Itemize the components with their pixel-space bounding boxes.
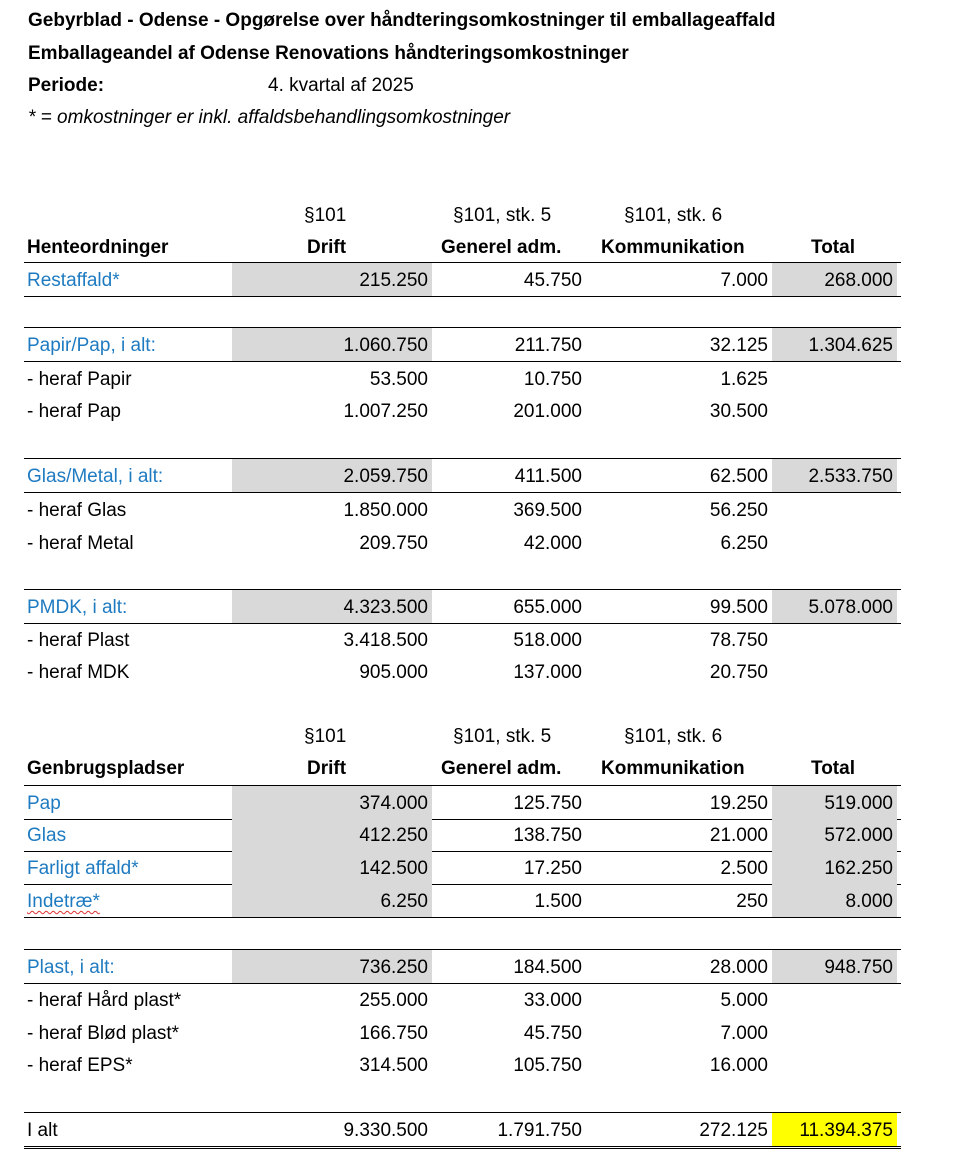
drift-value: 2.059.750 [232, 459, 432, 492]
period-value: 4. kvartal af 2025 [268, 75, 414, 96]
table-row [24, 623, 901, 656]
row-label: Glas [27, 825, 67, 846]
drift-value: 1.007.250 [343, 401, 428, 422]
period-label: Periode: [28, 75, 105, 96]
row-label: - heraf MDK [27, 662, 130, 683]
adm-value: 17.250 [523, 858, 582, 879]
table-row [24, 655, 901, 688]
section1-header-row [24, 230, 901, 263]
drift-value: 255.000 [359, 990, 428, 1011]
adm-value: 369.500 [513, 500, 582, 521]
adm-value: 518.000 [513, 630, 582, 651]
drift-value: 209.750 [359, 533, 428, 554]
total-value: 8.000 [772, 884, 897, 917]
adm-value: 211.750 [514, 335, 582, 356]
table-row [24, 394, 901, 427]
kom-value: 32.125 [709, 335, 768, 356]
adm-header: Generel adm. [441, 237, 562, 258]
row-label: - heraf Pap [27, 401, 121, 422]
total-header: Total [811, 237, 855, 258]
drift-value: 314.500 [359, 1055, 428, 1076]
section2-para-row [24, 719, 901, 752]
row-label: PMDK, i alt: [27, 597, 128, 618]
drift-para-header: §101 [304, 726, 347, 747]
table-row [24, 818, 901, 852]
kom-value: 28.000 [709, 957, 768, 978]
row-label: - heraf Blød plast* [27, 1023, 180, 1044]
grand-total-row [24, 1112, 901, 1149]
row-label: Indetræ* [27, 891, 100, 912]
adm-value: 411.500 [514, 466, 582, 487]
total-header: Total [811, 758, 855, 779]
row-label: - heraf Plast [27, 630, 130, 651]
table-row [24, 884, 901, 918]
adm-value: 201.000 [513, 401, 582, 422]
table-row [24, 589, 901, 624]
page-title: Gebyrblad - Odense - Opgørelse over håndteringsomkostninger til emballageaffald [28, 10, 776, 31]
drift-value: 1.060.750 [232, 328, 432, 361]
kom-value: 2.500 [720, 858, 768, 879]
kom-value: 30.500 [709, 401, 768, 422]
kom-value: 21.000 [709, 825, 768, 846]
adm-value: 125.750 [513, 793, 582, 814]
kom-header: Kommunikation [601, 758, 745, 779]
row-label: - heraf Metal [27, 533, 134, 554]
kom-value: 16.000 [709, 1055, 768, 1076]
kom-value: 99.500 [709, 597, 768, 618]
section2-label: Genbrugspladser [27, 758, 185, 779]
table-row [24, 785, 901, 820]
total-value: 5.078.000 [772, 590, 897, 623]
table-row [24, 327, 901, 362]
kom-value: 1.625 [720, 369, 768, 390]
table-row [24, 983, 901, 1016]
section1-label: Henteordninger [27, 237, 169, 258]
row-label: Restaffald* [27, 270, 120, 291]
row-label: - heraf EPS* [27, 1055, 133, 1076]
drift-value: 142.500 [232, 851, 432, 884]
total-value: 519.000 [772, 786, 897, 819]
table-row [24, 526, 901, 559]
kom-value: 56.250 [709, 500, 768, 521]
table-row [24, 458, 901, 493]
kom-value: 5.000 [720, 990, 768, 1011]
drift-value: 53.500 [369, 369, 428, 390]
kom-value: 62.500 [709, 466, 768, 487]
row-label: Plast, i alt: [27, 957, 115, 978]
drift-value: 374.000 [232, 786, 432, 819]
row-label: Glas/Metal, i alt: [27, 466, 164, 487]
adm-value: 138.750 [513, 825, 582, 846]
adm-value: 10.750 [523, 369, 582, 390]
drift-value: 4.323.500 [232, 590, 432, 623]
row-label: - heraf Glas [27, 500, 127, 521]
adm-value: 137.000 [513, 662, 582, 683]
adm-value: 42.000 [523, 533, 582, 554]
drift-para-header: §101 [304, 205, 347, 226]
table-row [24, 262, 901, 297]
total-value: 572.000 [772, 818, 897, 851]
kom-value: 7.000 [720, 270, 768, 291]
kom-value: 6.250 [720, 533, 768, 554]
period-row [28, 75, 628, 97]
adm-value: 184.500 [513, 957, 582, 978]
drift-value: 1.850.000 [343, 500, 428, 521]
drift-value: 166.750 [359, 1023, 428, 1044]
table-row [24, 1016, 901, 1049]
row-label: - heraf Hård plast* [27, 990, 182, 1011]
kom-value: 250 [736, 891, 768, 912]
row-label: Pap [27, 793, 61, 814]
row-label: - heraf Papir [27, 369, 132, 390]
drift-header: Drift [307, 758, 347, 779]
adm-value: 655.000 [513, 597, 582, 618]
adm-para-header: §101, stk. 5 [453, 205, 552, 226]
adm-value: 45.750 [523, 1023, 582, 1044]
footnote: * = omkostninger er inkl. affaldsbehandlingsomkostninger [28, 107, 511, 128]
table-row [24, 949, 901, 984]
total-value: 1.304.625 [772, 328, 897, 361]
table-row [24, 1048, 901, 1081]
table-row [24, 851, 901, 885]
adm-header: Generel adm. [441, 758, 562, 779]
drift-value: 412.250 [232, 818, 432, 851]
drift-value: 905.000 [359, 662, 428, 683]
kom-header: Kommunikation [601, 237, 745, 258]
kom-value: 19.250 [709, 793, 768, 814]
section1-para-row [24, 198, 901, 231]
page-subtitle: Emballageandel af Odense Renovations håndteringsomkostninger [28, 43, 629, 64]
kom-para-header: §101, stk. 6 [624, 205, 723, 226]
adm-value: 105.750 [513, 1055, 582, 1076]
kom-para-header: §101, stk. 6 [624, 726, 723, 747]
grand-total-adm: 1.791.750 [497, 1120, 582, 1141]
kom-value: 20.750 [709, 662, 768, 683]
drift-header: Drift [307, 237, 347, 258]
table-row [24, 493, 901, 526]
row-label: Papir/Pap, i alt: [27, 335, 156, 356]
section2-header-row [24, 751, 901, 784]
adm-value: 33.000 [523, 990, 582, 1011]
drift-value: 736.250 [232, 950, 432, 983]
grand-total-label: I alt [27, 1120, 58, 1141]
total-value: 948.750 [772, 950, 897, 983]
drift-value: 215.250 [232, 263, 432, 296]
kom-value: 78.750 [709, 630, 768, 651]
total-value: 268.000 [772, 263, 897, 296]
grand-total-drift: 9.330.500 [343, 1120, 428, 1141]
total-value: 2.533.750 [772, 459, 897, 492]
kom-value: 7.000 [720, 1023, 768, 1044]
drift-value: 3.418.500 [343, 630, 428, 651]
adm-para-header: §101, stk. 5 [453, 726, 552, 747]
grand-total-kom: 272.125 [699, 1120, 768, 1141]
row-label: Farligt affald* [27, 858, 139, 879]
table-row [24, 362, 901, 395]
total-value: 162.250 [772, 851, 897, 884]
grand-total-value: 11.394.375 [772, 1113, 897, 1146]
adm-value: 1.500 [534, 891, 582, 912]
adm-value: 45.750 [523, 270, 582, 291]
drift-value: 6.250 [232, 884, 432, 917]
